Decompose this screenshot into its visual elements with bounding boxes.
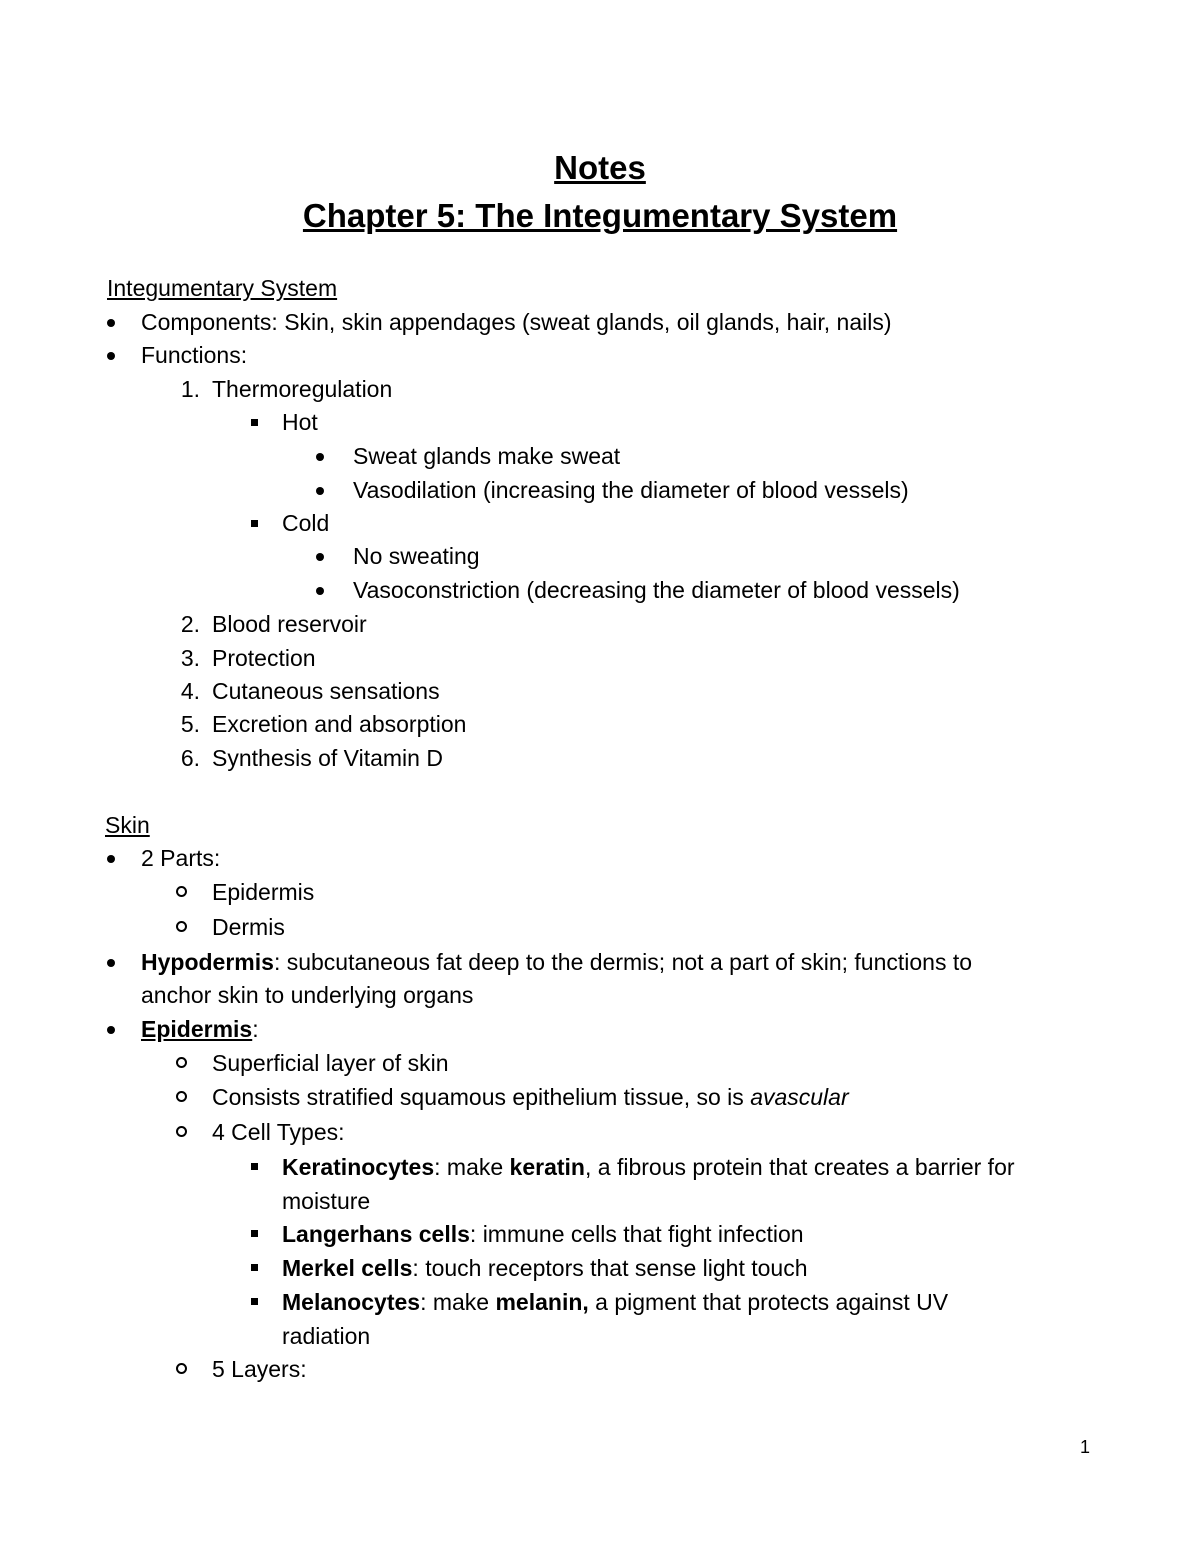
cell-type-item bbox=[282, 1219, 804, 1249]
circle-bullet-icon bbox=[176, 1363, 187, 1374]
list-number: 5. bbox=[180, 711, 200, 737]
square-bullet-icon bbox=[251, 1264, 258, 1271]
list-number: 1. bbox=[180, 376, 200, 402]
page-number: 1 bbox=[1080, 1437, 1091, 1457]
chapter-title: Chapter 5: The Integumentary System bbox=[302, 197, 898, 234]
epidermis-subitem bbox=[212, 1082, 849, 1112]
function-item: Synthesis of Vitamin D bbox=[212, 745, 443, 771]
cell-type-item bbox=[282, 1152, 1015, 1182]
merkel-term: Merkel cells bbox=[282, 1255, 413, 1281]
keratinocytes-text: : make bbox=[434, 1154, 510, 1180]
layers-label: 5 Layers: bbox=[212, 1356, 307, 1382]
section-heading-skin: Skin bbox=[105, 812, 150, 838]
epidermis-colon: : bbox=[252, 1016, 259, 1042]
keratin-term: keratin bbox=[509, 1154, 585, 1180]
section-heading-integumentary: Integumentary System bbox=[107, 275, 338, 301]
epidermis-item bbox=[141, 1014, 259, 1044]
epidermis-subitem: Superficial layer of skin bbox=[212, 1050, 449, 1076]
hypodermis-item bbox=[141, 947, 972, 977]
list-number: 3. bbox=[180, 645, 200, 671]
cold-item: No sweating bbox=[353, 543, 480, 569]
square-bullet-icon bbox=[251, 1298, 258, 1305]
melanocytes-rest: a pigment that protects against UV bbox=[588, 1289, 949, 1315]
cell-type-item bbox=[282, 1287, 948, 1317]
square-bullet-icon bbox=[251, 520, 258, 527]
bullet-icon bbox=[316, 453, 324, 461]
bullet-icon bbox=[107, 1026, 115, 1034]
cold-label: Cold bbox=[282, 510, 330, 536]
bullet-icon bbox=[107, 319, 115, 327]
parts-label: 2 Parts: bbox=[141, 845, 221, 871]
hot-label: Hot bbox=[282, 409, 318, 435]
melanocytes-text: : make bbox=[420, 1289, 496, 1315]
cell-type-item bbox=[282, 1253, 808, 1283]
square-bullet-icon bbox=[251, 1230, 258, 1237]
bullet-icon bbox=[316, 587, 324, 595]
cold-item: Vasoconstriction (decreasing the diameter of blood vessels) bbox=[353, 577, 960, 603]
keratinocytes-term: Keratinocytes bbox=[282, 1154, 435, 1180]
square-bullet-icon bbox=[251, 1163, 258, 1170]
keratinocytes-continuation: moisture bbox=[282, 1188, 371, 1214]
circle-bullet-icon bbox=[176, 1126, 187, 1137]
circle-bullet-icon bbox=[176, 886, 187, 897]
circle-bullet-icon bbox=[176, 1057, 187, 1068]
part-item: Dermis bbox=[212, 914, 285, 940]
langerhans-term: Langerhans cells bbox=[282, 1221, 470, 1247]
function-item: Protection bbox=[212, 645, 316, 671]
function-item: Cutaneous sensations bbox=[212, 678, 440, 704]
cell-types-label: 4 Cell Types: bbox=[212, 1119, 345, 1145]
square-bullet-icon bbox=[251, 419, 258, 426]
function-item: Blood reservoir bbox=[212, 611, 367, 637]
list-number: 4. bbox=[180, 678, 200, 704]
consists-text: Consists stratified squamous epithelium tissue, so is bbox=[212, 1084, 751, 1110]
bullet-icon bbox=[107, 352, 115, 360]
function-item: Thermoregulation bbox=[212, 376, 393, 402]
hypodermis-continuation: anchor skin to underlying organs bbox=[141, 982, 474, 1008]
merkel-text: : touch receptors that sense light touch bbox=[412, 1255, 808, 1281]
bullet-icon bbox=[107, 959, 115, 967]
bullet-icon bbox=[316, 553, 324, 561]
hypodermis-text: : subcutaneous fat deep to the dermis; not a part of skin; functions to bbox=[273, 949, 973, 975]
functions-label: Functions: bbox=[141, 342, 248, 368]
bullet-icon bbox=[316, 487, 324, 495]
list-number: 6. bbox=[180, 745, 200, 771]
melanin-term: melanin, bbox=[495, 1289, 589, 1315]
function-item: Excretion and absorption bbox=[212, 711, 467, 737]
page-title: Notes bbox=[554, 149, 646, 186]
hot-item: Vasodilation (increasing the diameter of blood vessels) bbox=[353, 477, 909, 503]
bullet-icon bbox=[107, 855, 115, 863]
hypodermis-term: Hypodermis bbox=[141, 949, 274, 975]
melanocytes-continuation: radiation bbox=[282, 1323, 371, 1349]
epidermis-term: Epidermis bbox=[141, 1016, 253, 1042]
avascular-term: avascular bbox=[750, 1084, 849, 1110]
hot-item: Sweat glands make sweat bbox=[353, 443, 621, 469]
keratinocytes-rest: , a fibrous protein that creates a barrier for bbox=[584, 1154, 1015, 1180]
langerhans-text: : immune cells that fight infection bbox=[469, 1221, 804, 1247]
list-number: 2. bbox=[180, 611, 200, 637]
components-item: Components: Skin, skin appendages (sweat glands, oil glands, hair, nails) bbox=[141, 309, 892, 335]
part-item: Epidermis bbox=[212, 879, 315, 905]
circle-bullet-icon bbox=[176, 921, 187, 932]
melanocytes-term: Melanocytes bbox=[282, 1289, 421, 1315]
circle-bullet-icon bbox=[176, 1091, 187, 1102]
